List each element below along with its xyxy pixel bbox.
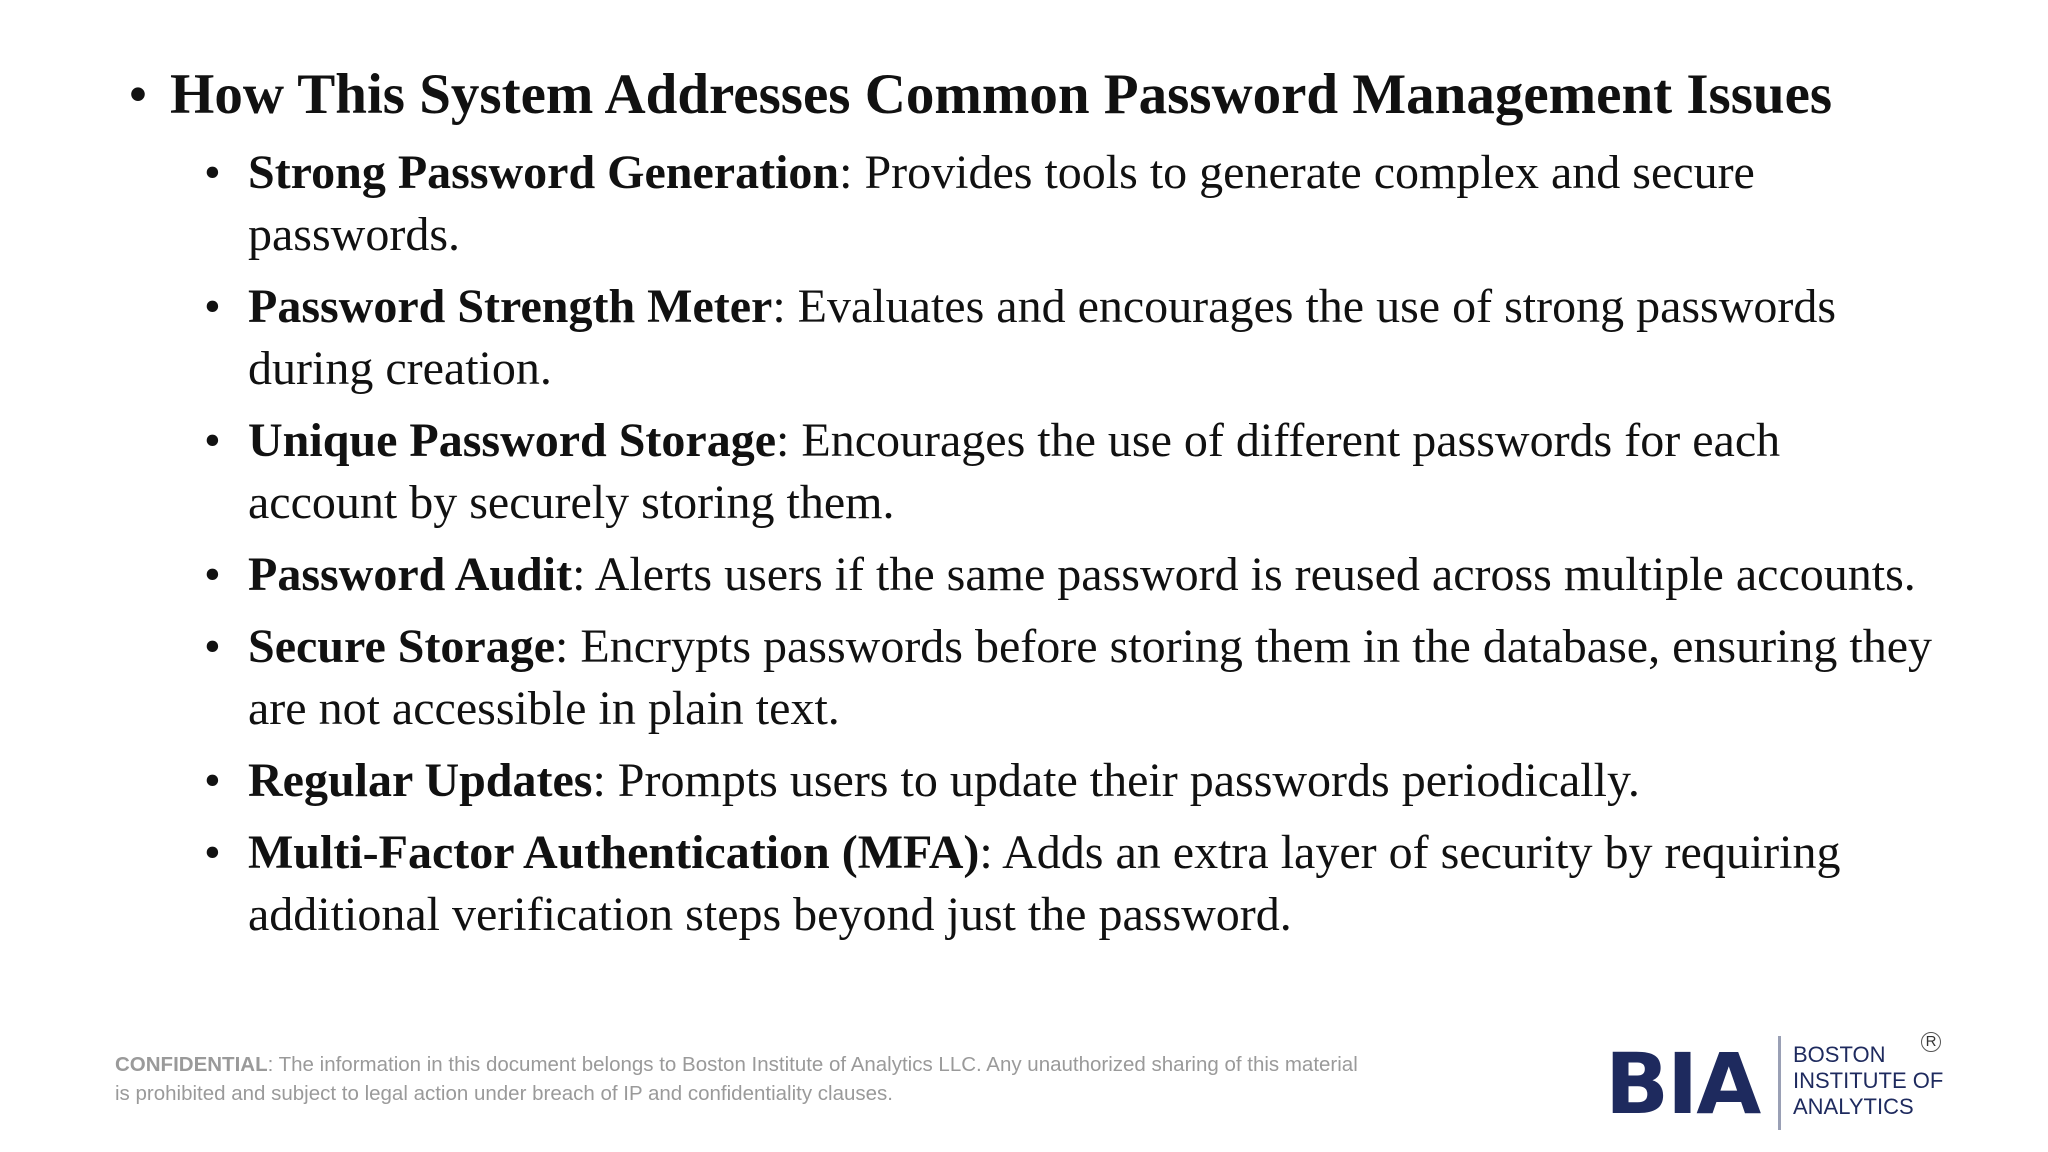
item-text: : Adds an extra layer of security by requiring additional verification steps beyond just the password. (248, 826, 1841, 941)
list-item (204, 822, 1934, 946)
logo-line-boston: BOSTON (1793, 1042, 1886, 1067)
bia-logo (1605, 1032, 1945, 1132)
feature-list (204, 142, 1934, 956)
item-term: Strong Password Generation (248, 146, 840, 199)
logo-divider (1778, 1036, 1781, 1130)
confidentiality-notice (115, 1050, 1375, 1108)
list-bullet: • (204, 620, 221, 673)
item-text: : Alerts users if the same password is reused across multiple accounts. (572, 548, 1916, 601)
item-term: Regular Updates (248, 754, 593, 807)
item-text: : Encourages the use of different passwords for each account by securely storing them. (248, 414, 1781, 529)
logo-line-institute: INSTITUTE OF (1793, 1068, 1944, 1093)
list-item (204, 142, 1934, 266)
list-item (204, 616, 1934, 740)
registered-mark-icon: R (1921, 1032, 1941, 1052)
list-item (204, 276, 1934, 400)
list-item (204, 750, 1934, 812)
logo-mark: BIA (1605, 1035, 1760, 1133)
logo-line-analytics: ANALYTICS (1793, 1094, 1914, 1119)
item-text: : Prompts users to update their passwords periodically. (592, 754, 1640, 807)
list-bullet: • (204, 414, 221, 467)
list-bullet: • (204, 146, 221, 199)
confidential-text: : The information in this document belongs to Boston Institute of Analytics LLC. Any unauthorized sharing of this material is prohibited and subject to legal action under breach of IP and confidentiality clauses. (115, 1053, 1358, 1105)
logo-wordmark (1793, 1042, 1943, 1120)
list-bullet: • (204, 754, 221, 807)
item-term: Unique Password Storage (248, 414, 777, 467)
list-item (204, 410, 1934, 534)
item-text: : Provides tools to generate complex and secure passwords. (248, 146, 1755, 261)
list-bullet: • (204, 826, 221, 879)
heading-bullet: • (128, 63, 148, 126)
heading-title: How This System Addresses Common Password Management Issues (170, 63, 1833, 126)
item-term: Password Strength Meter (248, 280, 773, 333)
list-bullet: • (204, 548, 221, 601)
slide-heading (128, 58, 2008, 132)
list-item (204, 544, 1934, 606)
item-text: : Encrypts passwords before storing them in the database, ensuring they are not accessible in plain text. (248, 620, 1933, 735)
item-text: : Evaluates and encourages the use of strong passwords during creation. (248, 280, 1837, 395)
item-term: Secure Storage (248, 620, 556, 673)
list-bullet: • (204, 280, 221, 333)
confidential-label: CONFIDENTIAL (115, 1053, 268, 1076)
item-term: Multi-Factor Authentication (MFA) (248, 826, 980, 879)
item-term: Password Audit (248, 548, 573, 601)
